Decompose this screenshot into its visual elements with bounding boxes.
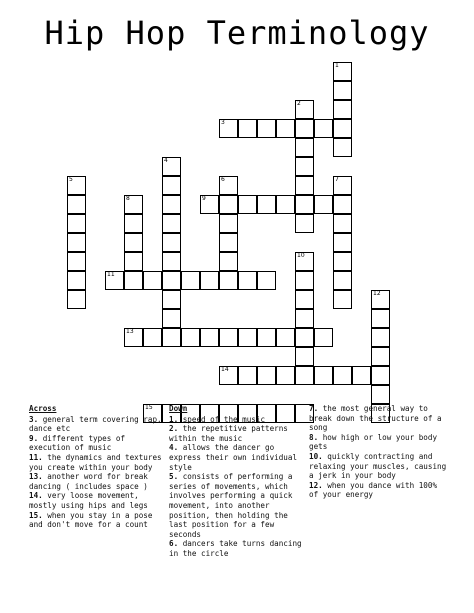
clue-text: dancers take turns dancing in the circle — [169, 539, 302, 558]
grid-cell[interactable] — [162, 233, 181, 252]
cell-number: 13 — [126, 328, 134, 335]
clue-number: 3. — [29, 414, 39, 424]
clue-text: speed of the music — [178, 414, 266, 424]
grid-cell[interactable] — [162, 195, 181, 214]
grid-cell[interactable] — [295, 366, 314, 385]
grid-cell[interactable] — [333, 214, 352, 233]
cell-number: 3 — [221, 119, 225, 126]
clue-text: when you stay in a pose and don't move for a count — [29, 510, 153, 530]
grid-cell[interactable] — [162, 271, 181, 290]
clue-text: the dynamics and textures you create within your body — [29, 452, 162, 472]
cell-number: 10 — [297, 252, 305, 259]
cell-number: 9 — [202, 195, 206, 202]
grid-cell[interactable] — [124, 271, 143, 290]
clue-number: 14. — [29, 491, 43, 501]
grid-cell[interactable] — [295, 252, 314, 271]
grid-cell[interactable] — [257, 119, 276, 138]
grid-cell[interactable] — [333, 195, 352, 214]
grid-cell[interactable] — [219, 233, 238, 252]
grid-cell[interactable] — [371, 328, 390, 347]
cell-number: 8 — [126, 195, 130, 202]
clue-4 — [169, 443, 305, 472]
grid-cell[interactable] — [143, 271, 162, 290]
grid-cell[interactable] — [333, 81, 352, 100]
clue-text: another word for break dancing ( includes space ) — [29, 472, 148, 491]
grid-cell[interactable] — [295, 100, 314, 119]
grid-cell[interactable] — [295, 119, 314, 138]
clue-number: 11. — [29, 452, 43, 462]
grid-cell[interactable] — [295, 214, 314, 233]
across-clues — [29, 404, 167, 530]
grid-cell[interactable] — [219, 366, 238, 385]
grid-cell[interactable] — [124, 214, 143, 233]
clue-8 — [309, 433, 449, 452]
clue-text: consists of performing a series of movements, which involves performing a quick movement, into another position, then holding the last position for a few seconds — [169, 472, 293, 539]
clue-number: 13. — [29, 472, 43, 482]
clue-6 — [169, 539, 305, 558]
grid-cell[interactable] — [219, 252, 238, 271]
clue-3 — [29, 415, 167, 434]
grid-cell[interactable] — [124, 195, 143, 214]
cell-number: 4 — [164, 157, 168, 164]
clue-number: 6. — [169, 539, 179, 549]
clue-number: 2. — [169, 424, 179, 434]
grid-cell[interactable] — [314, 366, 333, 385]
grid-cell[interactable] — [67, 252, 86, 271]
grid-cell[interactable] — [219, 176, 238, 195]
clue-text: very loose movement, mostly using hips and legs — [29, 491, 148, 510]
grid-cell[interactable] — [200, 195, 219, 214]
clue-text: quickly contracting and relaxing your muscles, causing a jerk in your body — [309, 451, 447, 481]
grid-cell[interactable] — [143, 328, 162, 347]
grid-cell[interactable] — [333, 252, 352, 271]
grid-cell[interactable] — [124, 233, 143, 252]
clue-11 — [29, 453, 167, 472]
clue-text: different types of execution of music — [29, 433, 126, 453]
grid-cell[interactable] — [257, 328, 276, 347]
grid-cell[interactable] — [295, 328, 314, 347]
clue-13 — [29, 472, 167, 491]
grid-cell[interactable] — [295, 176, 314, 195]
grid-cell[interactable] — [295, 290, 314, 309]
grid-cell[interactable] — [295, 138, 314, 157]
grid-cell[interactable] — [333, 100, 352, 119]
clue-number: 5. — [169, 472, 179, 482]
clue-14 — [29, 491, 167, 510]
cell-number: 15 — [145, 404, 153, 411]
grid-cell[interactable] — [276, 366, 295, 385]
grid-cell[interactable] — [67, 233, 86, 252]
down-clues — [169, 404, 305, 559]
grid-cell[interactable] — [162, 157, 181, 176]
grid-cell[interactable] — [219, 214, 238, 233]
clue-number: 1. — [169, 414, 179, 424]
grid-cell[interactable] — [124, 252, 143, 271]
grid-cell[interactable] — [295, 271, 314, 290]
page-title: Hip Hop Terminology — [44, 14, 430, 52]
grid-cell[interactable] — [295, 195, 314, 214]
grid-cell[interactable] — [352, 366, 371, 385]
grid-cell[interactable] — [333, 119, 352, 138]
grid-cell[interactable] — [219, 195, 238, 214]
grid-cell[interactable] — [257, 271, 276, 290]
grid-cell[interactable] — [333, 366, 352, 385]
grid-cell[interactable] — [333, 138, 352, 157]
grid-cell[interactable] — [276, 328, 295, 347]
grid-cell[interactable] — [333, 62, 352, 81]
grid-cell[interactable] — [162, 309, 181, 328]
clue-text: when you dance with 100% of your energy — [309, 480, 438, 500]
cell-number: 6 — [221, 176, 225, 183]
grid-cell[interactable] — [67, 176, 86, 195]
cell-number: 5 — [69, 176, 73, 183]
grid-cell[interactable] — [162, 328, 181, 347]
cell-number: 12 — [373, 290, 381, 297]
grid-cell[interactable] — [295, 157, 314, 176]
grid-cell[interactable] — [371, 347, 390, 366]
clue-15 — [29, 511, 167, 530]
grid-cell[interactable] — [181, 271, 200, 290]
grid-cell[interactable] — [105, 271, 124, 290]
clue-number: 15. — [29, 510, 43, 520]
grid-cell[interactable] — [276, 195, 295, 214]
grid-cell[interactable] — [238, 119, 257, 138]
clue-number: 4. — [169, 443, 179, 453]
clue-text: the repetitive patterns within the music — [169, 424, 288, 443]
grid-cell[interactable] — [295, 347, 314, 366]
clue-number: 7. — [309, 404, 319, 413]
grid-cell[interactable] — [181, 328, 200, 347]
cell-number: 14 — [221, 366, 229, 373]
grid-cell[interactable] — [295, 309, 314, 328]
grid-cell[interactable] — [257, 195, 276, 214]
clue-2 — [169, 424, 305, 443]
grid-cell[interactable] — [238, 195, 257, 214]
grid-cell[interactable] — [238, 271, 257, 290]
clue-text: general term covering rap, dance etc — [29, 414, 162, 434]
across-heading: Across — [29, 404, 57, 413]
grid-cell[interactable] — [162, 214, 181, 233]
cell-number: 2 — [297, 100, 301, 107]
grid-cell[interactable] — [371, 366, 390, 385]
grid-cell[interactable] — [314, 195, 333, 214]
clue-1 — [169, 415, 305, 425]
clue-number: 9. — [29, 433, 39, 443]
grid-cell[interactable] — [333, 290, 352, 309]
down-clues-continued — [309, 404, 449, 500]
clue-9 — [29, 434, 167, 453]
cell-number: 11 — [107, 271, 115, 278]
grid-cell[interactable] — [238, 328, 257, 347]
grid-cell[interactable] — [200, 328, 219, 347]
grid-cell[interactable] — [67, 195, 86, 214]
grid-cell[interactable] — [219, 271, 238, 290]
grid-cell[interactable] — [162, 290, 181, 309]
grid-cell[interactable] — [67, 290, 86, 309]
grid-cell[interactable] — [219, 119, 238, 138]
down-heading: Down — [169, 404, 188, 413]
clue-text: how high or low your body gets — [309, 432, 438, 452]
grid-cell[interactable] — [333, 176, 352, 195]
clue-10 — [309, 452, 449, 481]
grid-cell[interactable] — [257, 366, 276, 385]
clue-number: 12. — [309, 480, 323, 490]
grid-cell[interactable] — [276, 119, 295, 138]
clue-7 — [309, 404, 449, 433]
grid-cell[interactable] — [200, 271, 219, 290]
cell-number: 7 — [335, 176, 339, 183]
grid-cell[interactable] — [371, 309, 390, 328]
grid-cell[interactable] — [67, 214, 86, 233]
grid-cell[interactable] — [124, 328, 143, 347]
clue-text: allows the dancer go express their own individual style — [169, 443, 298, 472]
grid-cell[interactable] — [333, 233, 352, 252]
cell-number: 1 — [335, 62, 339, 69]
clue-number: 10. — [309, 451, 323, 461]
clue-number: 8. — [309, 432, 319, 442]
grid-cell[interactable] — [219, 328, 238, 347]
grid-cell[interactable] — [162, 252, 181, 271]
grid-cell[interactable] — [314, 328, 333, 347]
grid-cell[interactable] — [67, 271, 86, 290]
clue-5 — [169, 472, 305, 539]
grid-cell[interactable] — [371, 290, 390, 309]
grid-cell[interactable] — [333, 271, 352, 290]
grid-cell[interactable] — [371, 385, 390, 404]
grid-cell[interactable] — [314, 119, 333, 138]
clue-text: the most general way to break down the structure of a song — [309, 404, 442, 433]
grid-cell[interactable] — [162, 176, 181, 195]
clue-12 — [309, 481, 449, 500]
grid-cell[interactable] — [238, 366, 257, 385]
